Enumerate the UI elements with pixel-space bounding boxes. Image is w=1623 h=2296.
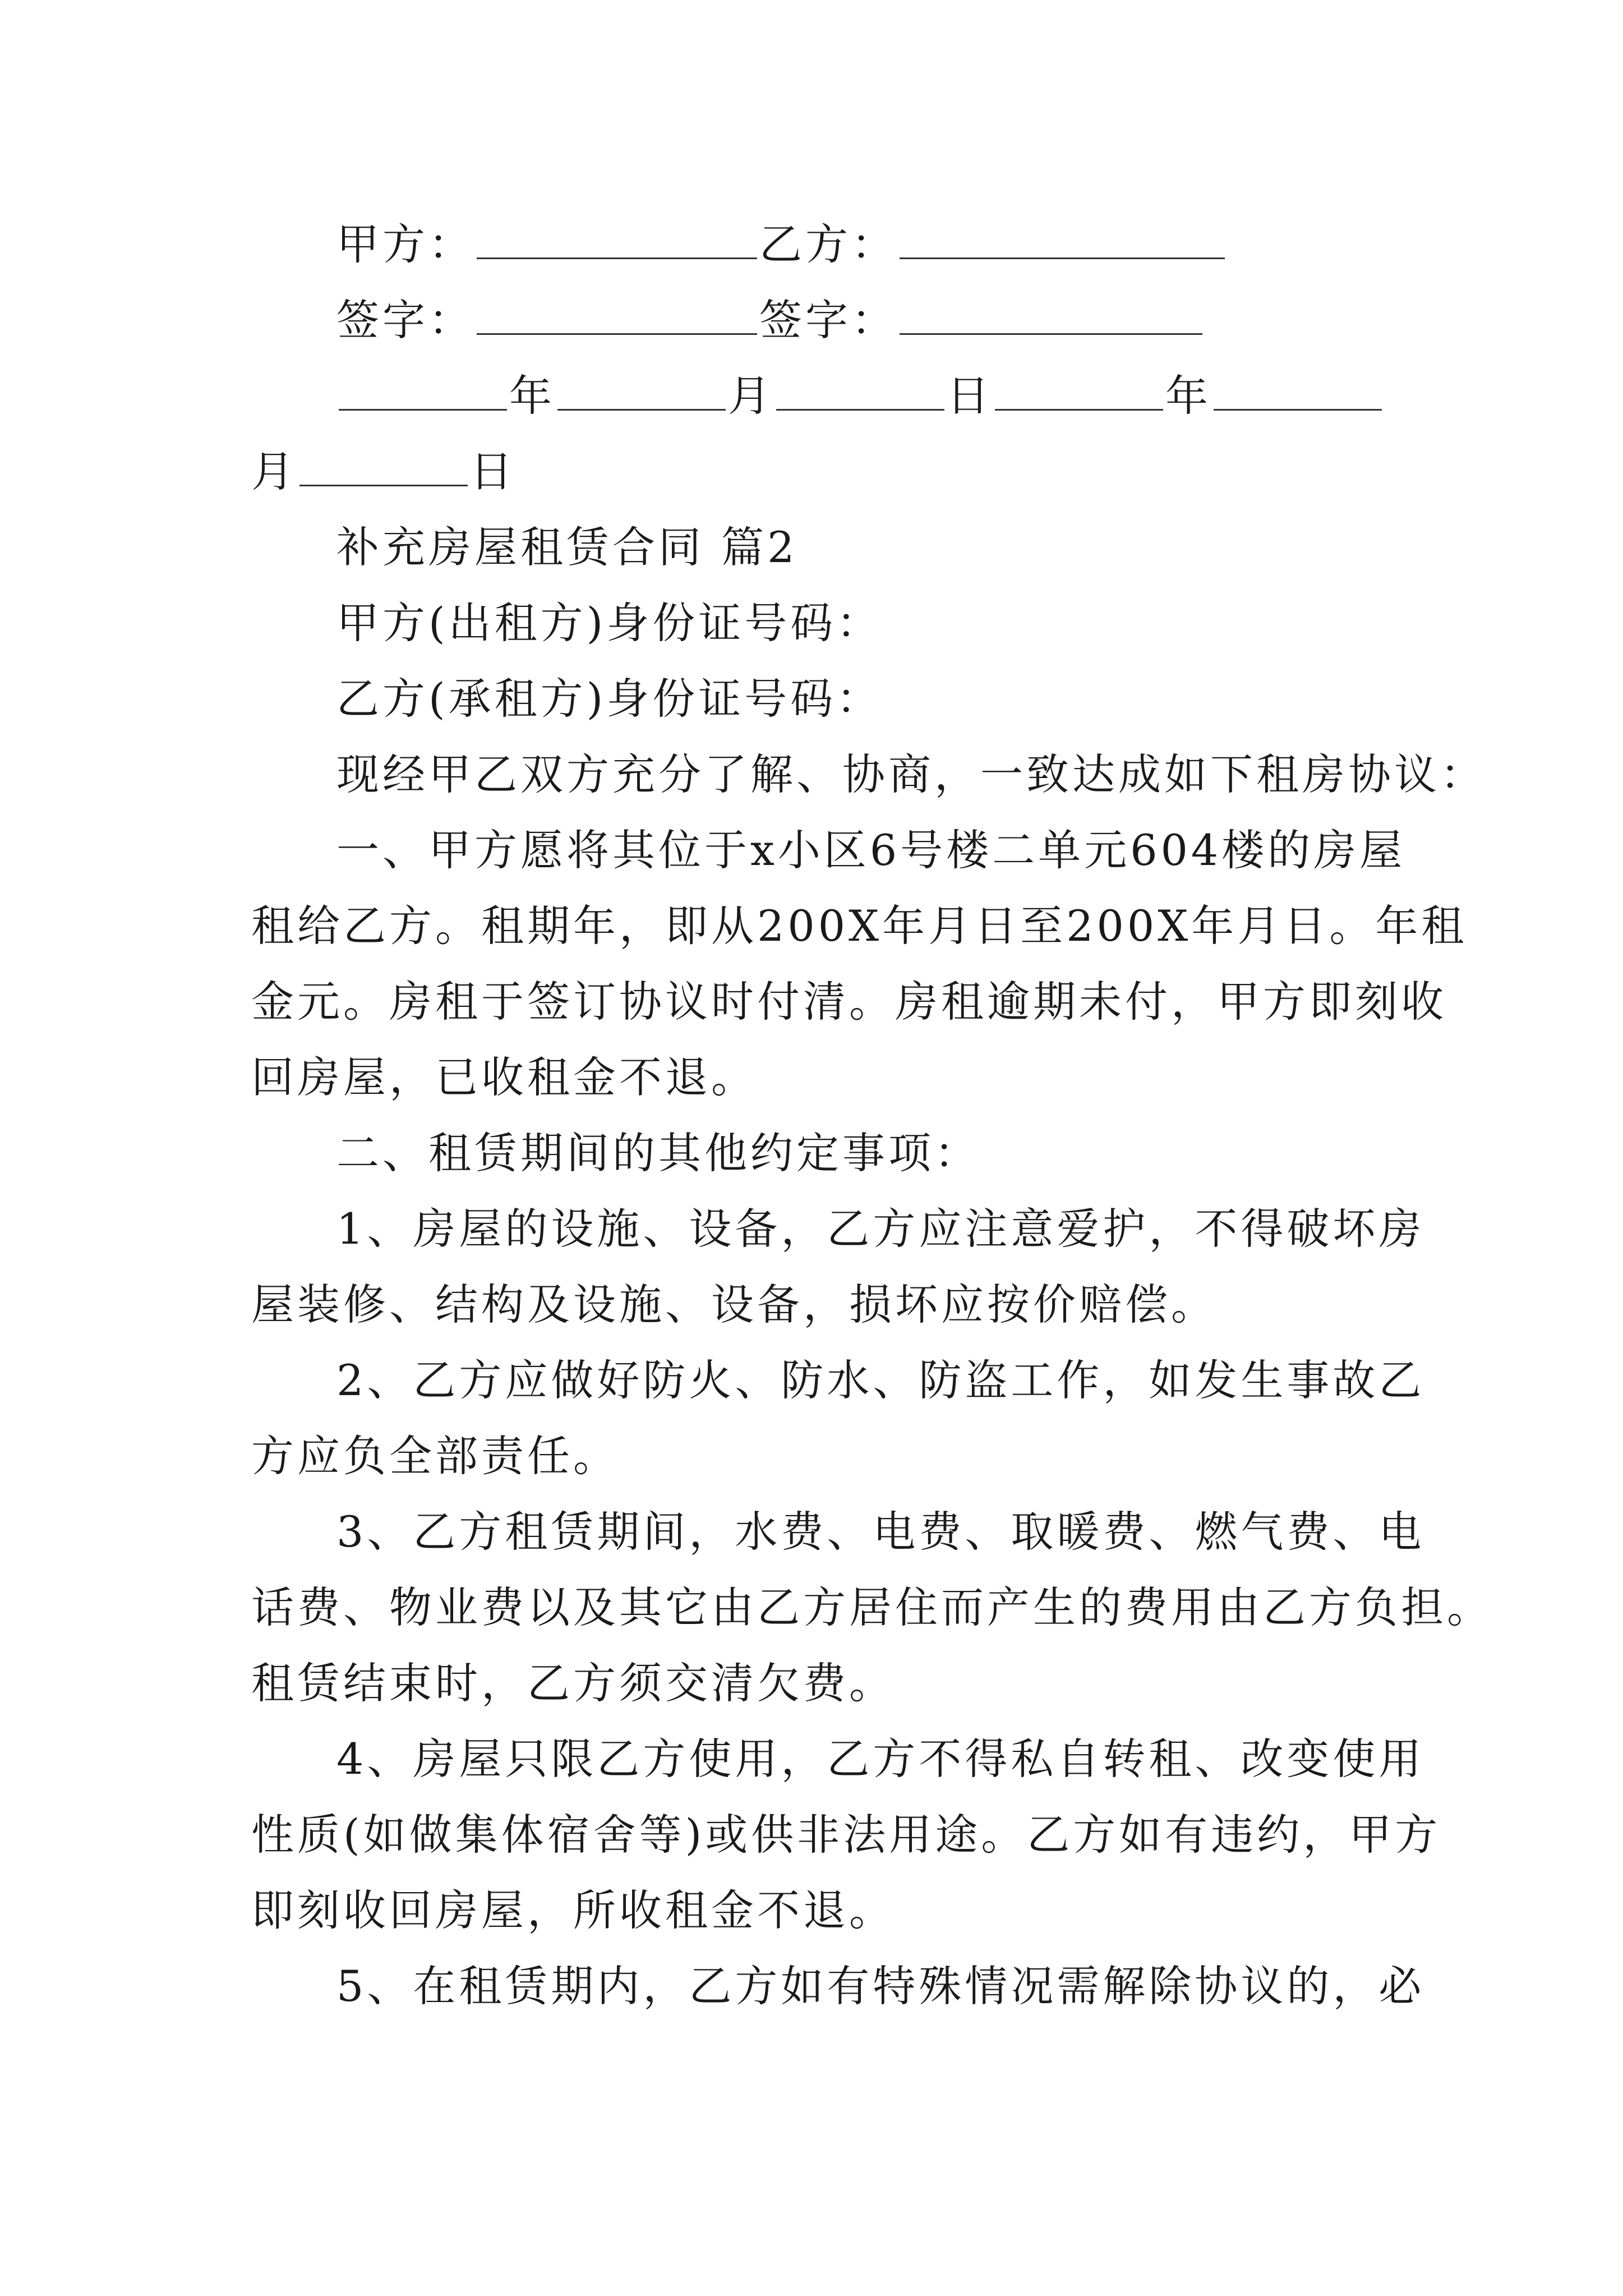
day-2-blank: [299, 480, 468, 486]
item-5-line: 5、在租赁期内，乙方如有特殊情况需解除协议的，必: [336, 1961, 1425, 2011]
item-4-line: 4、房屋只限乙方使用，乙方不得私自转租、改变使用: [336, 1734, 1425, 1784]
year-2-blank: [995, 404, 1163, 411]
clause-1-line: 一、甲方愿将其位于x小区6号楼二单元604楼的房屋: [336, 825, 1406, 875]
sign-b-label: 签字：: [759, 295, 897, 345]
item-3-line: 3、乙方租赁期间，水费、电费、取暖费、燃气费、电: [336, 1507, 1425, 1557]
party-a-id-line: 甲方(出租方)身份证号码：: [336, 598, 883, 648]
clause-1-line: 金元。房租于签订协议时付清。房租逾期未付，甲方即刻收: [251, 977, 1447, 1027]
party-b-blank: [900, 253, 1225, 259]
month-1-blank: [557, 404, 726, 411]
party-a-label: 甲方：: [336, 219, 474, 269]
item-2-line: 2、乙方应做好防火、防水、防盗工作，如发生事故乙: [336, 1355, 1425, 1405]
sign-a-blank: [477, 329, 757, 335]
party-b-id-line: 乙方(承租方)身份证号码：: [336, 674, 883, 724]
item-4-line: 即刻收回房屋，所收租金不退。: [251, 1885, 895, 1935]
month-1-label: 月: [728, 371, 774, 421]
year-1-blank: [339, 404, 507, 411]
clause-1-line: 租给乙方。租期年，即从200X年月日至200X年月日。年租: [251, 901, 1468, 951]
party-signature-row: [336, 219, 1227, 269]
sign-row: [336, 295, 1205, 345]
year-1-label: 年: [509, 371, 555, 421]
clause-1-line: 回房屋，已收租金不退。: [251, 1052, 757, 1102]
day-1-label: 日: [947, 371, 993, 421]
date-row-continued: [251, 447, 516, 496]
item-3-line: 话费、物业费以及其它由乙方居住而产生的费用由乙方负担。: [251, 1582, 1493, 1632]
party-a-blank: [477, 253, 757, 259]
sign-b-blank: [900, 329, 1202, 335]
party-b-label: 乙方：: [759, 219, 897, 269]
item-1-line: 1、房屋的设施、设备，乙方应注意爱护，不得破坏房: [336, 1204, 1425, 1254]
clause-2-heading: 二、租赁期间的其他约定事项：: [336, 1128, 980, 1178]
day-1-blank: [776, 404, 944, 411]
section-title: 补充房屋租赁合同 篇2: [336, 522, 798, 572]
year-2-label: 年: [1165, 371, 1211, 421]
month-2-blank: [1214, 404, 1382, 411]
month-2-label: 月: [251, 447, 297, 496]
item-1-line: 屋装修、结构及设施、设备，损坏应按价赔偿。: [251, 1280, 1217, 1329]
sign-a-label: 签字：: [336, 295, 474, 345]
date-row: [336, 371, 1384, 421]
day-2-label: 日: [470, 447, 516, 496]
intro-paragraph: 现经甲乙双方充分了解、协商，一致达成如下租房协议：: [336, 749, 1486, 799]
item-3-line: 租赁结束时，乙方须交清欠费。: [251, 1658, 895, 1708]
item-2-line: 方应负全部责任。: [251, 1431, 619, 1481]
item-4-line: 性质(如做集体宿舍等)或供非法用途。乙方如有违约，甲方: [251, 1810, 1441, 1860]
